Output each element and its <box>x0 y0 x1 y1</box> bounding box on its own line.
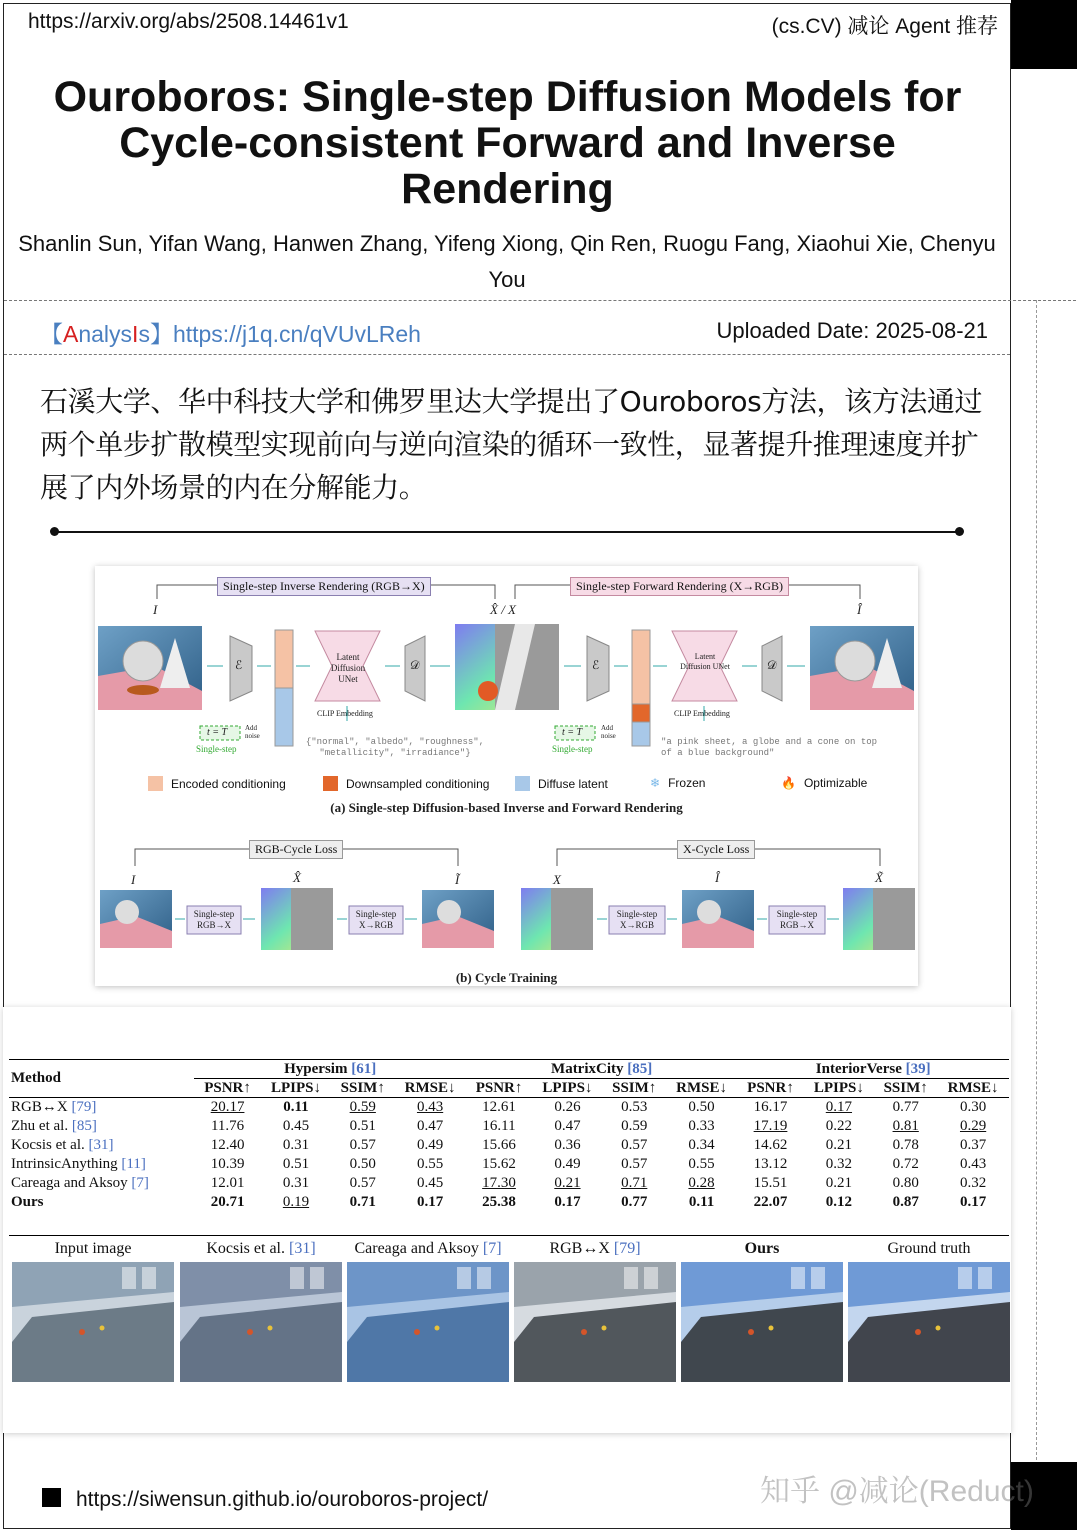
metric-cell: 0.11 <box>283 1098 309 1115</box>
metric-cell: 13.12 <box>753 1155 788 1172</box>
metric-cell: 16.11 <box>482 1117 516 1134</box>
caption-text: RGB↔X <box>549 1240 614 1257</box>
dataset-name: InteriorVerse <box>815 1060 902 1077</box>
method-cell <box>9 1098 194 1117</box>
metric-cell: 0.17 <box>554 1193 581 1210</box>
metric-cell: 0.17 <box>416 1193 444 1210</box>
caption-text: Input image <box>54 1240 132 1257</box>
method-figure <box>95 566 918 986</box>
project-url[interactable]: https://siwensun.github.io/ouroboros-project/ <box>76 1488 489 1511</box>
comparison-caption <box>347 1240 509 1258</box>
legend-diffuse-label: Diffuse latent <box>538 777 608 791</box>
metric-cell: 0.71 <box>349 1193 376 1210</box>
metric-cell: 0.21 <box>554 1174 581 1191</box>
dataset-header-hypersim <box>194 1060 465 1079</box>
legend-optimizable <box>781 776 867 790</box>
metric-cell: 0.31 <box>282 1136 310 1153</box>
label-i: I <box>153 602 158 617</box>
comparison-image <box>681 1262 843 1382</box>
cycle-scene-4 <box>521 888 593 950</box>
b-label-xhat: X̂ <box>293 870 301 885</box>
encoder-label: ℰ <box>235 658 243 672</box>
summary-text: 石溪大学、华中科技大学和佛罗里达大学提出了Ouroboros方法，该方法通过两个单步扩散模型实现前向与逆向渲染的循环一致性，显著提升推理速度并扩展了内外场景的内在分解能力。 <box>40 385 983 504</box>
rule-dot-right <box>955 527 964 536</box>
metric-header: LPIPS↓ <box>542 1079 593 1096</box>
rule-dot-left <box>50 527 59 536</box>
metric-cell: 0.57 <box>349 1174 376 1191</box>
method-name: Kocsis et al. <box>11 1136 85 1153</box>
analysis-link[interactable]: https://j1q.cn/qVUvLReh <box>172 321 421 347</box>
forward-prompt: "a pink sheet, a globe and a cone on top of a blue background" <box>661 737 878 758</box>
metric-header: RMSE↓ <box>404 1079 456 1096</box>
single-step-label-2: Single-step <box>552 744 593 754</box>
table-row <box>9 1136 1009 1155</box>
metric-cell: 15.51 <box>753 1174 788 1191</box>
method-ref: [79] <box>71 1098 97 1115</box>
b-label-x: X <box>553 872 561 887</box>
snowflake-icon: ❄ <box>650 776 661 790</box>
cycle-box-3: Single-step X→RGB <box>616 909 658 930</box>
cycle-scene-3 <box>422 890 494 948</box>
b-label-xtilde: X̃ <box>875 870 883 885</box>
metric-cell: 0.71 <box>621 1174 648 1191</box>
legend-encoded-label: Encoded conditioning <box>171 777 286 791</box>
method-ref: [7] <box>131 1174 149 1191</box>
legend-frozen-label: Frozen <box>668 776 706 790</box>
results-table <box>9 1059 1009 1212</box>
method-header: Method <box>9 1060 194 1098</box>
comparison-caption <box>12 1240 174 1258</box>
metric-cell: 0.78 <box>892 1136 919 1153</box>
caption-text: Kocsis et al. <box>206 1240 289 1257</box>
inverse-prompt: {"normal", "albedo", "roughness", "metallicity", "irradiance"} <box>305 737 485 758</box>
metric-cell: 0.80 <box>892 1174 919 1191</box>
dashed-divider <box>4 354 1010 355</box>
comparison-caption <box>514 1240 676 1258</box>
decoder-label: 𝒟 <box>410 658 420 672</box>
metric-cell: 0.45 <box>416 1174 444 1191</box>
metric-cell: 14.62 <box>753 1136 788 1153</box>
method-name: Ours <box>11 1193 44 1210</box>
metric-cell: 0.32 <box>959 1174 987 1191</box>
analysis-letter-i: I <box>132 321 139 347</box>
b-label-i: I <box>131 872 136 887</box>
label-ihat: Î <box>857 602 862 617</box>
metric-cell: 0.45 <box>282 1117 310 1134</box>
metric-cell: 0.49 <box>554 1155 581 1172</box>
comparison-image <box>347 1262 509 1382</box>
metric-header: PSNR↑ <box>475 1079 523 1096</box>
metric-cell: 0.77 <box>892 1098 919 1115</box>
metric-cell: 0.30 <box>959 1098 987 1115</box>
caption-text: Ours <box>744 1240 780 1257</box>
method-ref: [11] <box>121 1155 146 1172</box>
metric-cell: 0.31 <box>282 1174 310 1191</box>
metric-cell: 25.38 <box>482 1193 516 1210</box>
method-name: IntrinsicAnything <box>11 1155 118 1172</box>
t-eq-t-2: t = T <box>562 727 583 738</box>
table-row <box>9 1155 1009 1174</box>
metric-header: SSIM↑ <box>340 1079 385 1096</box>
metric-header: PSNR↑ <box>204 1079 251 1096</box>
metric-cell: 0.87 <box>892 1193 919 1210</box>
metric-cell: 16.17 <box>753 1098 788 1115</box>
metric-cell: 0.12 <box>825 1193 853 1210</box>
metric-cell: 0.43 <box>959 1155 987 1172</box>
metric-cell: 0.51 <box>282 1155 310 1172</box>
cycle-box-2: Single-step X→RGB <box>355 909 397 930</box>
metric-cell: 22.07 <box>753 1193 788 1210</box>
analysis-link-row[interactable] <box>40 316 421 349</box>
bracket-open: 【 <box>40 321 63 347</box>
legend-encoded <box>148 776 286 791</box>
metric-cell: 0.49 <box>416 1136 444 1153</box>
metric-cell: 20.71 <box>210 1193 245 1210</box>
metric-cell: 0.59 <box>621 1117 648 1134</box>
cycle-box-1: Single-step RGB→X <box>193 909 235 930</box>
zhihu-watermark: 知乎 @减论(Reduct) <box>760 1475 1034 1508</box>
metric-cell: 17.30 <box>482 1174 516 1191</box>
comparison-image <box>848 1262 1010 1382</box>
cycle-scene-1 <box>100 890 172 948</box>
comparison-image <box>12 1262 174 1382</box>
method-name: Zhu et al. <box>11 1117 69 1134</box>
metric-cell: 12.61 <box>482 1098 516 1115</box>
metric-header: RMSE↓ <box>676 1079 727 1096</box>
b-label-ihat: Î <box>715 870 720 885</box>
metric-cell: 0.55 <box>416 1155 444 1172</box>
metric-cell: 12.01 <box>210 1174 245 1191</box>
table-row <box>9 1098 1009 1117</box>
table-row <box>9 1193 1009 1212</box>
metric-cell: 0.29 <box>959 1117 987 1134</box>
method-ref: [85] <box>71 1117 97 1134</box>
metric-cell: 0.43 <box>416 1098 444 1115</box>
metric-cell: 0.50 <box>349 1155 376 1172</box>
caption-text: Ground truth <box>887 1240 971 1257</box>
metric-cell: 0.57 <box>621 1155 648 1172</box>
metric-cell: 0.59 <box>349 1098 376 1115</box>
comparison-image <box>180 1262 342 1382</box>
metric-cell: 17.19 <box>753 1117 788 1134</box>
clip-label-2: CLIP Embedding <box>674 709 730 718</box>
arxiv-url[interactable]: https://arxiv.org/abs/2508.14461v1 <box>28 10 349 33</box>
metric-header: LPIPS↓ <box>270 1079 321 1096</box>
analysis-letter-s: s <box>138 321 150 347</box>
add-noise: Add noise <box>245 724 260 740</box>
paper-authors: Shanlin Sun, Yifan Wang, Hanwen Zhang, Yifeng Xiong, Qin Ren, Ruogu Fang, Xiaohui Xie, Chenyu You <box>18 231 996 292</box>
single-step-label: Single-step <box>196 744 237 754</box>
metric-cell: 0.17 <box>825 1098 853 1115</box>
metric-cell: 0.32 <box>825 1155 853 1172</box>
pill-inverse-rendering: Single-step Inverse Rendering (RGB→X) <box>217 577 431 596</box>
caption-text: Careaga and Aksoy <box>354 1240 483 1257</box>
metric-cell: 0.34 <box>688 1136 715 1153</box>
results-body <box>9 1098 1009 1212</box>
encoder-label-2: ℰ <box>592 658 600 672</box>
x-cycle-loss: X-Cycle Loss <box>677 840 755 859</box>
bracket-close: 】 <box>149 321 173 347</box>
metric-cell: 0.51 <box>349 1117 376 1134</box>
cycle-box-4: Single-step RGB→X <box>776 909 818 930</box>
footer-bullet-icon <box>42 1488 61 1507</box>
caption-ref: [31] <box>289 1240 316 1257</box>
unet-label-2: Latent Diffusion UNet <box>680 652 730 671</box>
dataset-name: Hypersim <box>284 1060 348 1077</box>
scene-image-input <box>98 626 202 710</box>
legend-optimizable-label: Optimizable <box>803 776 868 790</box>
comparison-caption <box>681 1240 843 1258</box>
legend-diffuse <box>515 776 608 791</box>
method-cell <box>9 1155 194 1174</box>
table-bottom-rule <box>9 1235 1009 1236</box>
metric-cell: 0.72 <box>892 1155 919 1172</box>
swatch-diffuse <box>515 776 530 791</box>
scene-image-output <box>810 626 914 710</box>
metric-cell: 11.76 <box>210 1117 245 1134</box>
method-cell <box>9 1174 194 1193</box>
comparison-image <box>514 1262 676 1382</box>
label-xhat-x: X̂ / X <box>490 602 516 617</box>
b-label-itilde: Ĩ <box>455 872 460 887</box>
metric-cell: 0.19 <box>282 1193 310 1210</box>
dataset-ref: [61] <box>351 1060 377 1077</box>
metric-cell: 0.28 <box>688 1174 715 1191</box>
paper-title: Ouroboros: Single-step Diffusion Models for Cycle-consistent Forward and Inverse Rendering <box>53 73 962 213</box>
metric-cell: 15.62 <box>482 1155 516 1172</box>
method-ref: [31] <box>88 1136 114 1153</box>
caption-ref: [7] <box>482 1240 502 1257</box>
method-name: Careaga and Aksoy <box>11 1174 128 1191</box>
metric-cell: 0.36 <box>554 1136 581 1153</box>
metric-cell: 0.22 <box>825 1117 853 1134</box>
t-eq-t: t = T <box>207 727 228 738</box>
metric-cell: 15.66 <box>482 1136 516 1153</box>
caption-a: (a) Single-step Diffusion-based Inverse and Forward Rendering <box>330 800 683 815</box>
method-name: RGB↔X <box>11 1098 68 1115</box>
metric-cell: 0.55 <box>688 1155 715 1172</box>
metric-header: PSNR↑ <box>747 1079 794 1096</box>
dashed-divider <box>4 300 1076 301</box>
dataset-ref: [85] <box>627 1060 653 1077</box>
cycle-scene-5 <box>682 890 754 948</box>
metric-cell: 0.57 <box>621 1136 648 1153</box>
caption-b: (b) Cycle Training <box>455 970 558 985</box>
metric-cell: 0.50 <box>688 1098 715 1115</box>
category-tag: (cs.CV) 减论 Agent 推荐 <box>771 15 998 38</box>
add-noise-2: Add noise <box>601 724 616 740</box>
metric-header: SSIM↑ <box>883 1079 928 1096</box>
analysis-word: nalys <box>78 321 133 347</box>
dataset-ref: [39] <box>905 1060 931 1077</box>
metric-cell: 0.81 <box>892 1117 919 1134</box>
metric-cell: 0.21 <box>825 1136 853 1153</box>
scene-image-intrinsic <box>455 624 559 710</box>
table-row <box>9 1117 1009 1136</box>
metric-cell: 0.57 <box>349 1136 376 1153</box>
clip-label: CLIP Embedding <box>317 709 373 718</box>
swatch-encoded <box>148 776 163 791</box>
metric-cell: 0.47 <box>554 1117 581 1134</box>
comparison-caption <box>848 1240 1010 1258</box>
cycle-scene-2 <box>261 888 333 950</box>
legend-downsampled <box>323 776 489 791</box>
cycle-scene-6 <box>843 888 915 950</box>
caption-ref: [79] <box>613 1240 641 1257</box>
header-bar <box>28 8 998 38</box>
metric-cell: 0.21 <box>825 1174 853 1191</box>
legend-downsampled-label: Downsampled conditioning <box>346 777 490 791</box>
method-cell <box>9 1117 194 1136</box>
metric-cell: 0.37 <box>959 1136 987 1153</box>
unet-label: Latent Diffusion UNet <box>330 652 366 684</box>
metric-cell: 0.17 <box>959 1193 987 1210</box>
dataset-header-matrixcity <box>466 1060 737 1079</box>
dataset-header-interiorverse <box>737 1060 1009 1079</box>
metric-cell: 20.17 <box>210 1098 245 1115</box>
fire-icon: 🔥 <box>781 776 796 790</box>
metric-cell: 0.11 <box>688 1193 715 1210</box>
corner-block-top <box>1011 0 1077 69</box>
upload-date: Uploaded Date: 2025-08-21 <box>716 318 988 343</box>
method-cell <box>9 1193 194 1212</box>
legend-frozen <box>650 776 705 790</box>
analysis-letter-a: A <box>63 321 79 347</box>
metric-cell: 0.47 <box>416 1117 444 1134</box>
rgb-cycle-loss: RGB-Cycle Loss <box>249 840 343 859</box>
metric-header: LPIPS↓ <box>813 1079 864 1096</box>
comparison-caption <box>180 1240 342 1258</box>
metric-header: SSIM↑ <box>612 1079 657 1096</box>
metric-cell: 0.77 <box>621 1193 648 1210</box>
metric-cell: 10.39 <box>210 1155 245 1172</box>
pill-forward-rendering: Single-step Forward Rendering (X→RGB) <box>570 577 789 596</box>
method-cell <box>9 1136 194 1155</box>
swatch-downsampled <box>323 776 338 791</box>
section-rule <box>54 531 960 533</box>
metric-header: RMSE↓ <box>947 1079 999 1096</box>
right-dashed-line <box>1036 300 1037 1460</box>
decoder-label-2: 𝒟 <box>767 658 777 672</box>
metric-cell: 0.33 <box>688 1117 715 1134</box>
metric-cell: 0.26 <box>554 1098 581 1115</box>
dataset-name: MatrixCity <box>551 1060 624 1077</box>
metric-cell: 0.53 <box>621 1098 648 1115</box>
metric-cell: 12.40 <box>210 1136 245 1153</box>
table-row <box>9 1174 1009 1193</box>
